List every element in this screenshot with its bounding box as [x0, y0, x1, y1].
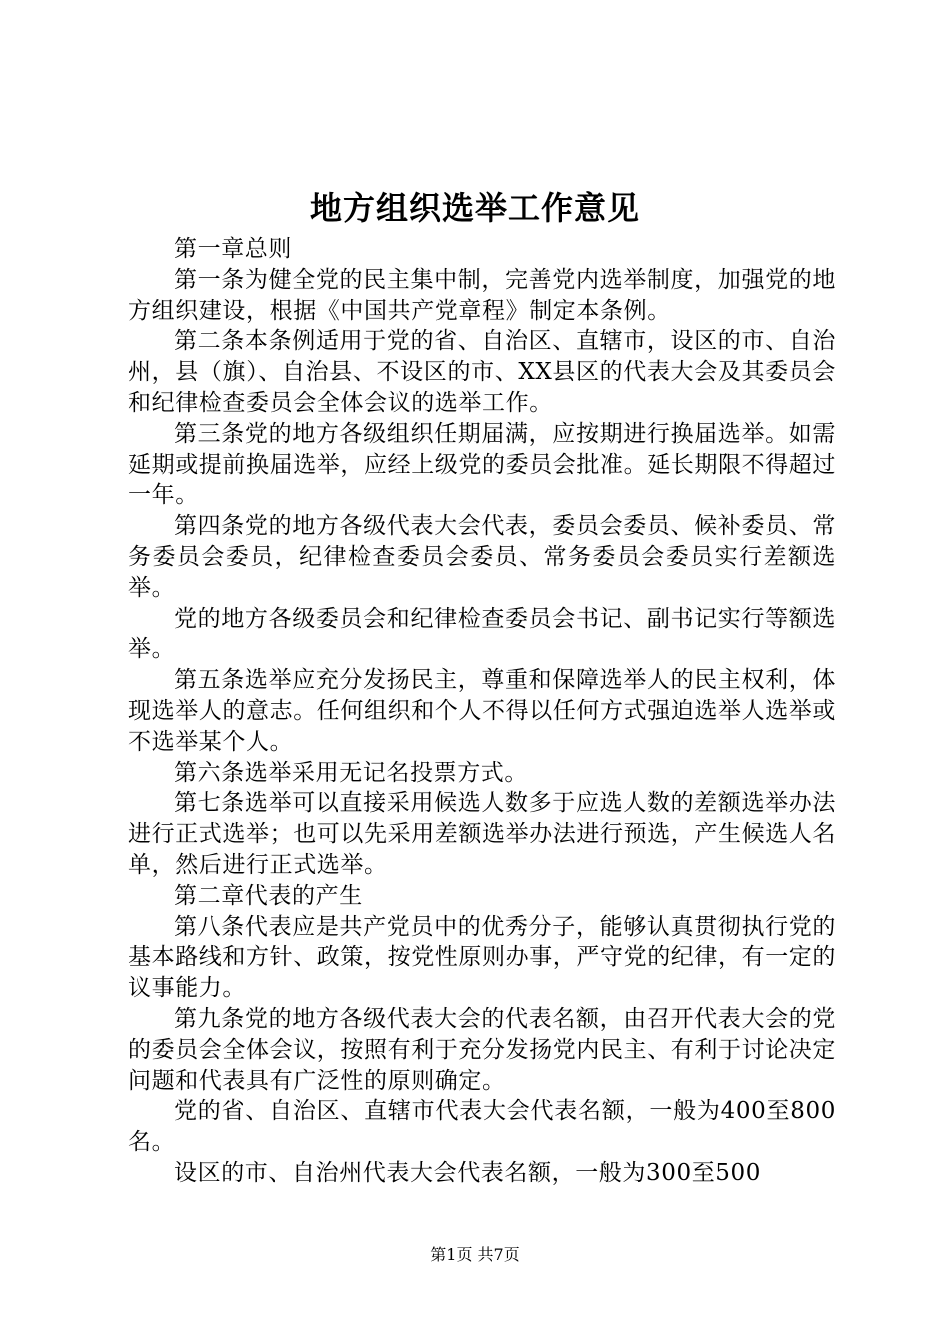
paragraph: 第四条党的地方各级代表大会代表，委员会委员、候补委员、常务委员会委员，纪律检查委员会委员、常务委员会委员实行差额选举。 — [128, 513, 836, 601]
paragraph: 第五条选举应充分发扬民主，尊重和保障选举人的民主权利，体现选举人的意志。任何组织和个人不得以任何方式强迫选举人选举或不选举某个人。 — [128, 667, 836, 755]
document-title: 地方组织选举工作意见 — [309, 189, 640, 227]
paragraph: 第二章代表的产生 — [174, 882, 363, 909]
paragraph: 第一章总则 — [174, 236, 292, 262]
paragraph: 第七条选举可以直接采用候选人数多于应选人数的差额选举办法进行正式选举；也可以先采用差额选举办法进行预选，产生候选人名单，然后进行正式选举。 — [128, 790, 836, 878]
document-body — [128, 234, 836, 1189]
paragraph: 第二条本条例适用于党的省、自治区、直辖市，设区的市、自治州，县（旗）、自治县、不设区的市、XX县区的代表大会及其委员会和纪律检查委员会全体会议的选举工作。 — [128, 328, 836, 416]
paragraph: 第一条为健全党的民主集中制，完善党内选举制度，加强党的地方组织建设，根据《中国共产党章程》制定本条例。 — [128, 266, 836, 324]
paragraph: 第三条党的地方各级组织任期届满，应按期进行换届选举。如需延期或提前换届选举，应经上级党的委员会批准。延长期限不得超过一年。 — [128, 420, 836, 509]
page-footer: 第1页 共7页 — [430, 1245, 520, 1264]
paragraph: 党的地方各级委员会和纪律检查委员会书记、副书记实行等额选举。 — [128, 605, 836, 663]
paragraph: 第九条党的地方各级代表大会的代表名额，由召开代表大会的党的委员会全体会议，按照有利于充分发扬党内民主、有利于讨论决定问题和代表具有广泛性的原则确定。 — [128, 1005, 836, 1094]
paragraph: 党的省、自治区、直辖市代表大会代表名额，一般为400至800名。 — [128, 1098, 836, 1156]
paragraph: 第六条选举采用无记名投票方式。 — [174, 759, 528, 786]
paragraph: 设区的市、自治州代表大会代表名额，一般为300至500 — [174, 1159, 761, 1186]
paragraph: 第八条代表应是共产党员中的优秀分子，能够认真贯彻执行党的基本路线和方针、政策，按党性原则办事，严守党的纪律，有一定的议事能力。 — [128, 913, 836, 1002]
